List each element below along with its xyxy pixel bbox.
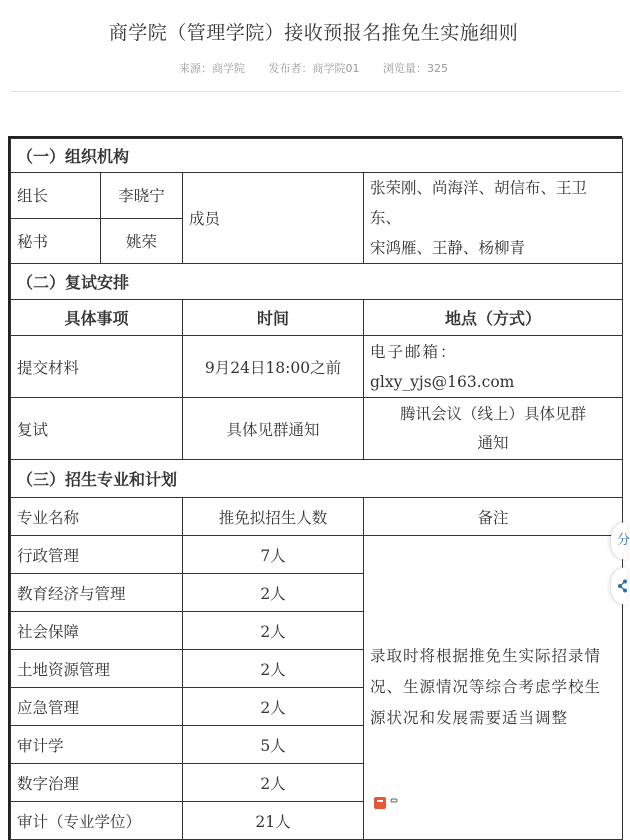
major-name: 社会保障 bbox=[11, 612, 183, 650]
major-count: 2人 bbox=[183, 574, 364, 612]
major-count: 2人 bbox=[183, 650, 364, 688]
secretary-name: 姚荣 bbox=[101, 218, 183, 264]
members-list bbox=[364, 173, 623, 264]
app-logo-icon bbox=[374, 795, 402, 809]
major-name: 教育经济与管理 bbox=[11, 574, 183, 612]
major-name: 审计（专业学位） bbox=[11, 802, 183, 840]
article-source: 来源：商学院 bbox=[179, 62, 245, 75]
row-retest-time: 具体见群通知 bbox=[183, 398, 364, 460]
column-note-header: 备注 bbox=[364, 498, 623, 536]
article-meta bbox=[0, 60, 627, 76]
major-name: 应急管理 bbox=[11, 688, 183, 726]
section-3-heading: （三）招生专业和计划 bbox=[11, 460, 623, 498]
leader-label: 组长 bbox=[11, 173, 101, 219]
retest-place-line-2: 通知 bbox=[477, 433, 509, 452]
column-time-header: 时间 bbox=[183, 300, 364, 336]
header-divider bbox=[10, 91, 622, 92]
share-icon bbox=[617, 579, 627, 593]
admission-note: 录取时将根据推免生实际招录情况、生源情况等综合考虑学校生源状况和发展需要适当调整 bbox=[364, 536, 623, 840]
major-name: 行政管理 bbox=[11, 536, 183, 574]
row-submit-place bbox=[364, 336, 623, 398]
secretary-label: 秘书 bbox=[11, 218, 101, 264]
article-views: 浏览量：325 bbox=[383, 62, 448, 75]
article-title: 商学院（管理学院）接收预报名推免生实施细则 bbox=[108, 22, 519, 44]
document-table bbox=[8, 136, 622, 840]
row-submit-item: 提交材料 bbox=[11, 336, 183, 398]
retest-place-line-1: 腾讯会议（线上）具体见群 bbox=[400, 404, 587, 423]
share-side-button-label: 分 bbox=[617, 533, 630, 548]
major-count: 2人 bbox=[183, 764, 364, 802]
email-address: glxy_yjs@163.com bbox=[370, 372, 515, 391]
major-name: 数字治理 bbox=[11, 764, 183, 802]
column-place-header: 地点（方式） bbox=[364, 300, 623, 336]
major-count: 7人 bbox=[183, 536, 364, 574]
row-submit-time: 9月24日18:00之前 bbox=[183, 336, 364, 398]
major-count: 2人 bbox=[183, 688, 364, 726]
major-count: 21人 bbox=[183, 802, 364, 840]
column-count-header: 推免拟招生人数 bbox=[183, 498, 364, 536]
major-count: 2人 bbox=[183, 612, 364, 650]
section-2-heading: （二）复试安排 bbox=[11, 264, 623, 300]
column-item-header: 具体事项 bbox=[11, 300, 183, 336]
email-label: 电子邮箱： bbox=[370, 342, 458, 361]
members-label: 成员 bbox=[183, 173, 364, 264]
column-major-header: 专业名称 bbox=[11, 498, 183, 536]
row-retest-place bbox=[364, 398, 623, 460]
row-retest-item: 复试 bbox=[11, 398, 183, 460]
members-line-2: 宋鸿雁、王静、杨柳青 bbox=[370, 239, 526, 257]
major-name: 审计学 bbox=[11, 726, 183, 764]
article-publisher: 发布者：商学院01 bbox=[268, 62, 360, 75]
members-line-1: 张荣刚、尚海洋、胡信布、王卫东、 bbox=[370, 179, 588, 227]
major-name: 土地资源管理 bbox=[11, 650, 183, 688]
leader-name: 李晓宁 bbox=[101, 173, 183, 219]
major-count: 5人 bbox=[183, 726, 364, 764]
section-1-heading: （一）组织机构 bbox=[11, 139, 623, 173]
